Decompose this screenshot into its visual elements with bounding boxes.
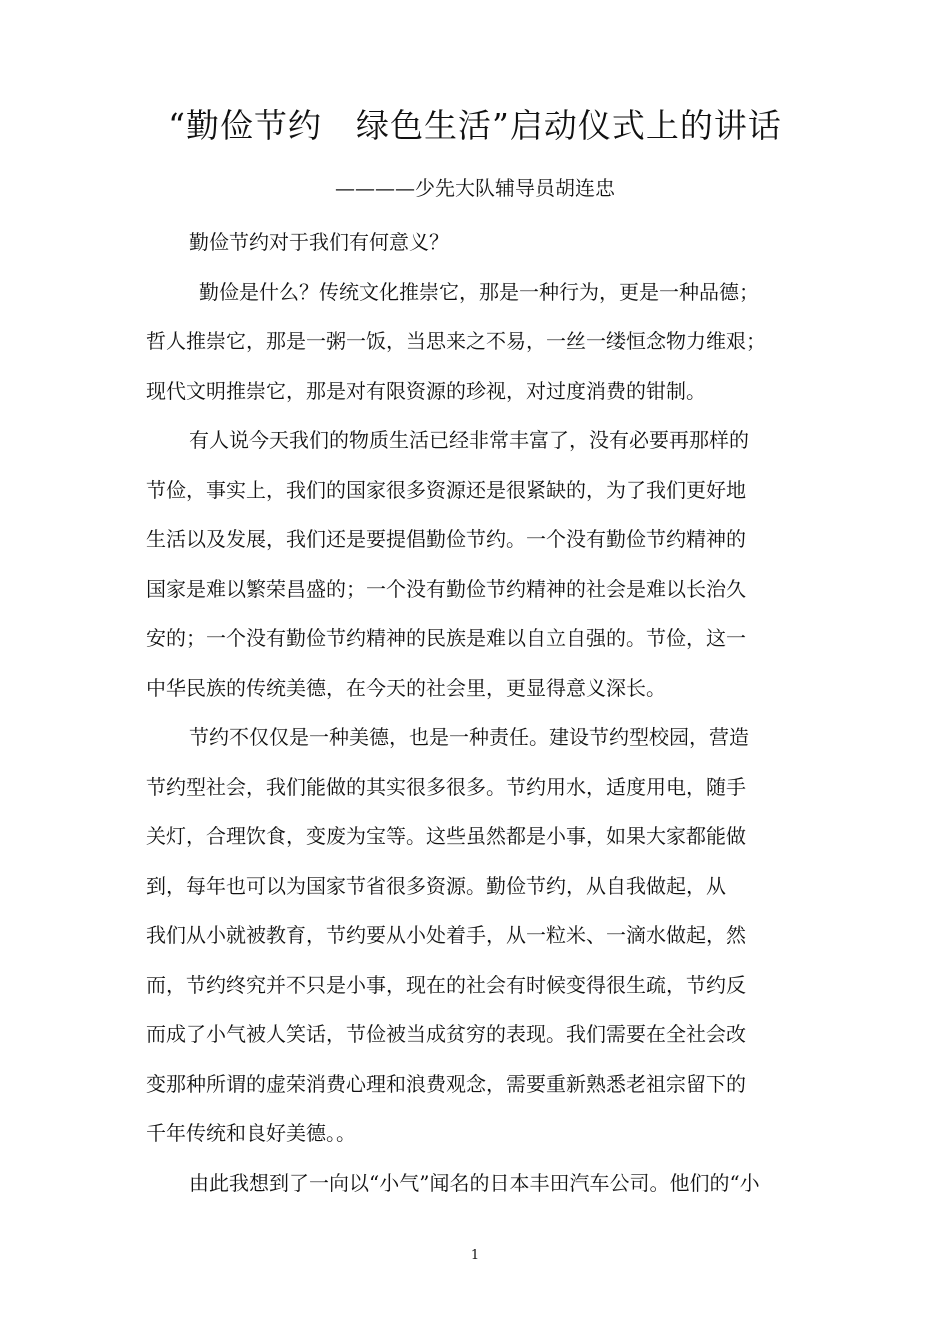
paragraph-line: 国家是难以繁荣昌盛的；一个没有勤俭节约精神的社会是难以长治久 <box>146 576 746 601</box>
document-subtitle: ————少先大队辅导员胡连忠 <box>335 176 615 200</box>
paragraph-line: 到，每年也可以为国家节省很多资源。勤俭节约，从自我做起，从 <box>146 873 726 898</box>
page-number: 1 <box>470 1248 480 1263</box>
document-title: “勤俭节约 绿色生活”启动仪式上的讲话 <box>168 106 782 145</box>
paragraph-line: 变那种所谓的虚荣消费心理和浪费观念，需要重新熟悉老祖宗留下的 <box>146 1071 746 1096</box>
paragraph-line: 生活以及发展，我们还是要提倡勤俭节约。一个没有勤俭节约精神的 <box>146 527 746 551</box>
paragraph-line: 节俭，事实上，我们的国家很多资源还是很紧缺的，为了我们更好地 <box>146 477 746 502</box>
paragraph-line: 有人说今天我们的物质生活已经非常丰富了，没有必要再那样的 <box>189 428 749 452</box>
paragraph-line: 节约不仅仅是一种美德，也是一种责任。建设节约型校园，营造 <box>189 725 749 749</box>
paragraph-line: 中华民族的传统美德，在今天的社会里，更显得意义深长。 <box>146 675 666 700</box>
paragraph-line: 千年传统和良好美德。。 <box>146 1121 356 1145</box>
paragraph-line: 哲人推崇它，那是一粥一饭，当思来之不易，一丝一缕恒念物力维艰； <box>146 329 766 353</box>
paragraph-line: 安的；一个没有勤俭节约精神的民族是难以自立自强的。节俭，这一 <box>146 626 746 650</box>
paragraph-line: 而成了小气被人笑话，节俭被当成贫穷的表现。我们需要在全社会改 <box>146 1022 746 1046</box>
paragraph-line: 勤俭是什么？传统文化推崇它，那是一种行为，更是一种品德； <box>199 279 759 304</box>
paragraph-line: 由此我想到了一向以“小气”闻名的日本丰田汽车公司。他们的“小 <box>189 1170 760 1195</box>
paragraph-line: 而，节约终究并不只是小事，现在的社会有时候变得很生疏，节约反 <box>146 972 746 997</box>
paragraph-line: 勤俭节约对于我们有何意义？ <box>189 230 449 254</box>
paragraph-line: 我们从小就被教育，节约要从小处着手，从一粒米、一滴水做起，然 <box>146 923 746 947</box>
paragraph-line: 现代文明推崇它，那是对有限资源的珍视，对过度消费的钳制。 <box>146 378 706 403</box>
paragraph-line: 关灯，合理饮食，变废为宝等。这些虽然都是小事，如果大家都能做 <box>146 824 746 848</box>
paragraph-line: 节约型社会，我们能做的其实很多很多。节约用水，适度用电，随手 <box>146 774 746 799</box>
document-body <box>146 218 810 1208</box>
